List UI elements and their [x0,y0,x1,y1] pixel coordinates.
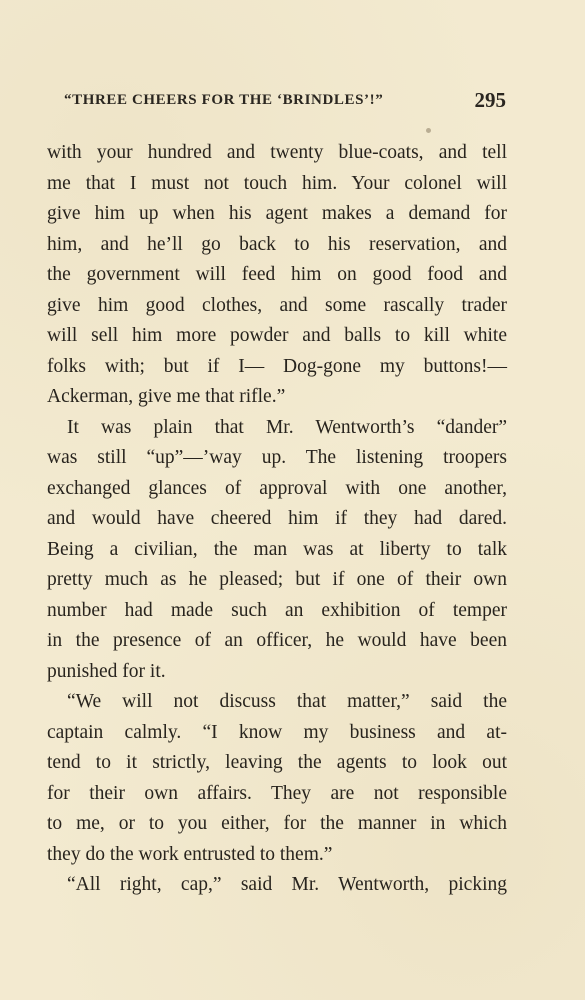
page-number: 295 [474,88,506,112]
text-line: “All right, cap,” said Mr. Wentworth, picking [67,874,507,895]
running-head-title: “THREE CHEERS FOR THE ‘BRINDLES’!” [64,92,384,108]
paper-speck [426,128,431,133]
text-line: folks with; but if I— Dog-gone my buttons!— [47,355,507,377]
text-line: will sell him more powder and balls to kill white [47,325,507,346]
text-line: punished for it. [47,660,166,682]
text-line: It was plain that Mr. Wentworth’s “dander” [67,416,507,438]
text-line: was still “up”—’way up. The listening troopers [47,447,507,468]
text-line: number had made such an exhibition of temper [47,599,507,621]
text-line: in the presence of an officer, he would have been [47,630,507,651]
text-line: Ackerman, give me that rifle.” [47,386,286,407]
running-head [64,88,506,118]
text-line: Being a civilian, the man was at liberty to talk [47,538,507,560]
text-line: exchanged glances of approval with one another, [47,477,507,499]
text-line: captain calmly. “I know my business and at- [47,721,507,743]
text-line: pretty much as he pleased; but if one of their own [47,569,507,590]
text-line: with your hundred and twenty blue-coats, and tell [47,142,507,163]
text-line: they do the work entrusted to them.” [47,843,333,865]
text-line: “We will not discuss that matter,” said the [67,691,507,712]
text-line: for their own affairs. They are not responsible [47,782,507,804]
text-line: the government will feed him on good food and [47,264,507,285]
text-line: give him good clothes, and some rascally trader [47,294,507,316]
body-text [47,138,507,901]
text-line: to me, or to you either, for the manner in which [47,813,507,834]
text-line: him, and he’ll go back to his reservation, and [47,233,507,255]
text-line: tend to it strictly, leaving the agents to look out [47,752,507,773]
text-line: me that I must not touch him. Your colonel will [47,172,507,194]
text-line: give him up when his agent makes a demand for [47,203,507,224]
text-line: and would have cheered him if they had dared. [47,508,507,529]
